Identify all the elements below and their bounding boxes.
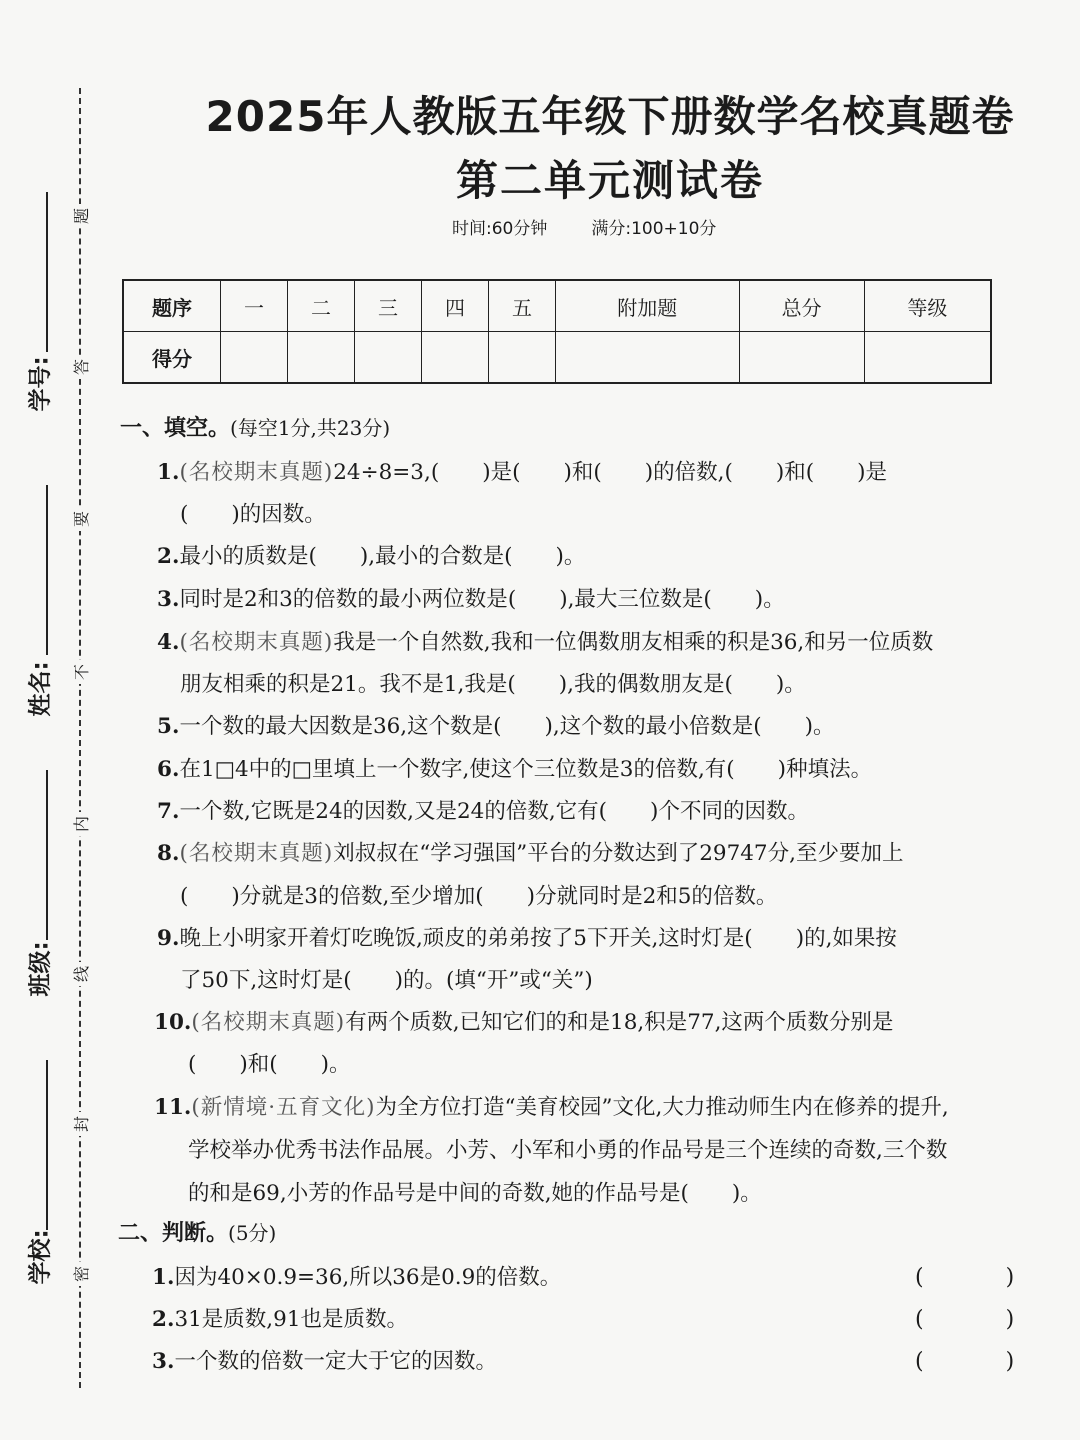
score-col-1: 一	[221, 280, 288, 332]
question-line	[157, 921, 897, 952]
seal-char: 不	[70, 660, 94, 684]
score-row-label: 得分	[123, 332, 221, 384]
section1-heading	[120, 411, 390, 442]
question-text: 有两个质数,已知它们的和是18,积是77,这两个质数分别是	[345, 1010, 894, 1035]
judge-item	[152, 1302, 408, 1333]
score-cell[interactable]	[288, 332, 355, 384]
question-number: 3.	[157, 587, 180, 612]
question-text: 在1□4中的□里填上一个数字,使这个三位数是3的倍数,有( )种填法。	[179, 757, 873, 782]
seal-char: 答	[70, 355, 94, 379]
school-field[interactable]	[46, 1060, 48, 1230]
section1-title: 一、填空。	[120, 416, 231, 441]
question-line	[157, 752, 872, 783]
question-number: 9.	[157, 926, 180, 951]
question-line	[154, 1005, 893, 1036]
question-text: 最小的质数是( ),最小的合数是( )。	[179, 544, 586, 569]
question-line	[157, 709, 835, 740]
section1-note: (每空1分,共23分)	[230, 416, 391, 440]
section2-title: 二、判断。	[118, 1221, 229, 1246]
question-line	[188, 1176, 762, 1207]
answer-bracket[interactable]: ( )	[915, 1265, 1045, 1290]
page-subtitle: 第二单元测试卷	[455, 156, 764, 205]
question-number: 6.	[157, 757, 180, 782]
question-text: 我是一个自然数,我和一位偶数朋友相乘的积是36,和另一位质数	[333, 630, 934, 655]
answer-bracket[interactable]: ( )	[915, 1349, 1045, 1374]
question-number: 7.	[157, 799, 180, 824]
score-cell[interactable]	[355, 332, 422, 384]
score-cell[interactable]	[739, 332, 864, 384]
question-number: 2.	[157, 544, 180, 569]
score-table-header-row	[123, 280, 991, 332]
section2-heading	[118, 1216, 276, 1247]
question-line	[188, 1047, 351, 1078]
score-col-total: 总分	[739, 280, 864, 332]
time-limit: 时间:60分钟	[452, 219, 548, 239]
question-text: 24÷8=3,( )是( )和( )的倍数,( )和( )是	[333, 460, 888, 485]
question-text: 31是质数,91也是质数。	[174, 1307, 409, 1332]
question-text: 刘叔叔在“学习强国”平台的分数达到了29747分,至少要加上	[333, 841, 904, 866]
question-text: 了50下,这时灯是( )的。(填“开”或“关”)	[180, 968, 593, 993]
seal-char: 内	[70, 812, 94, 836]
question-text: 为全方位打造“美育校园”文化,大力推动师生内在修养的提升,	[375, 1095, 949, 1120]
school-label: 学校:	[27, 1229, 54, 1285]
score-col-3: 三	[355, 280, 422, 332]
question-text: 一个数的倍数一定大于它的因数。	[174, 1349, 497, 1374]
score-cell[interactable]	[489, 332, 556, 384]
question-text: 的和是69,小芳的作品号是中间的奇数,她的作品号是( )。	[188, 1181, 762, 1206]
student-id-label: 学号:	[27, 356, 54, 412]
question-number: 3.	[152, 1349, 175, 1374]
score-col-bonus: 附加题	[556, 280, 740, 332]
question-line	[157, 582, 785, 613]
score-table-score-row	[123, 332, 991, 384]
question-text: 晚上小明家开着灯吃晚饭,顽皮的弟弟按了5下开关,这时灯是( )的,如果按	[179, 926, 897, 951]
score-table	[122, 279, 992, 384]
seal-char: 封	[70, 1112, 94, 1136]
seal-char: 题	[70, 204, 94, 228]
question-line	[180, 497, 326, 528]
question-text: ( )分就是3的倍数,至少增加( )分就同时是2和5的倍数。	[180, 884, 778, 909]
section2-note: (5分)	[228, 1221, 277, 1245]
question-tag: (名校期末真题)	[179, 841, 334, 866]
full-score: 满分:100+10分	[591, 219, 717, 239]
seal-char: 密	[70, 1262, 94, 1286]
question-text: ( )的因数。	[180, 502, 326, 527]
score-cell[interactable]	[556, 332, 740, 384]
score-col-5: 五	[489, 280, 556, 332]
question-text: 一个数的最大因数是36,这个数是( ),这个数的最小倍数是( )。	[179, 714, 835, 739]
score-table-header-label: 题序	[123, 280, 221, 332]
question-line	[157, 836, 903, 867]
question-number: 10.	[154, 1010, 192, 1035]
binding-dashed-line	[79, 88, 81, 1388]
question-number: 8.	[157, 841, 180, 866]
question-tag: (新情境·五育文化)	[191, 1095, 376, 1120]
question-line	[157, 455, 887, 486]
judge-item	[152, 1260, 561, 1291]
page-title: 2025年人教版五年级下册数学名校真题卷	[205, 92, 1015, 141]
question-line	[180, 667, 806, 698]
question-text: 同时是2和3的倍数的最小两位数是( ),最大三位数是( )。	[179, 587, 785, 612]
question-line	[157, 794, 809, 825]
name-field[interactable]	[46, 485, 48, 655]
class-label: 班级:	[27, 941, 54, 997]
question-line	[188, 1133, 947, 1164]
question-line	[154, 1090, 949, 1121]
question-text: ( )和( )。	[188, 1052, 351, 1077]
question-text: 学校举办优秀书法作品展。小芳、小军和小勇的作品号是三个连续的奇数,三个数	[188, 1138, 948, 1163]
question-line	[180, 879, 777, 910]
question-text: 一个数,它既是24的因数,又是24的倍数,它有( )个不同的因数。	[179, 799, 809, 824]
question-tag: (名校期末真题)	[179, 630, 334, 655]
name-label: 姓名:	[27, 661, 54, 717]
score-col-2: 二	[288, 280, 355, 332]
class-field[interactable]	[46, 770, 48, 940]
question-line	[157, 539, 585, 570]
question-number: 2.	[152, 1307, 175, 1332]
question-line	[180, 963, 593, 994]
question-number: 4.	[157, 630, 180, 655]
question-number: 11.	[154, 1095, 192, 1120]
exam-meta	[452, 214, 716, 239]
score-cell[interactable]	[864, 332, 991, 384]
seal-char: 要	[70, 507, 94, 531]
judge-item	[152, 1344, 497, 1375]
question-tag: (名校期末真题)	[191, 1010, 346, 1035]
question-text: 朋友相乘的积是21。我不是1,我是( ),我的偶数朋友是( )。	[180, 672, 806, 697]
question-number: 5.	[157, 714, 180, 739]
seal-char: 线	[70, 962, 94, 986]
question-number: 1.	[157, 460, 180, 485]
student-id-field[interactable]	[46, 192, 48, 352]
score-col-4: 四	[422, 280, 489, 332]
score-cell[interactable]	[221, 332, 288, 384]
score-cell[interactable]	[422, 332, 489, 384]
answer-bracket[interactable]: ( )	[915, 1307, 1045, 1332]
question-line	[157, 625, 933, 656]
score-col-grade: 等级	[864, 280, 991, 332]
question-number: 1.	[152, 1265, 175, 1290]
question-tag: (名校期末真题)	[179, 460, 334, 485]
question-text: 因为40×0.9=36,所以36是0.9的倍数。	[174, 1265, 562, 1290]
